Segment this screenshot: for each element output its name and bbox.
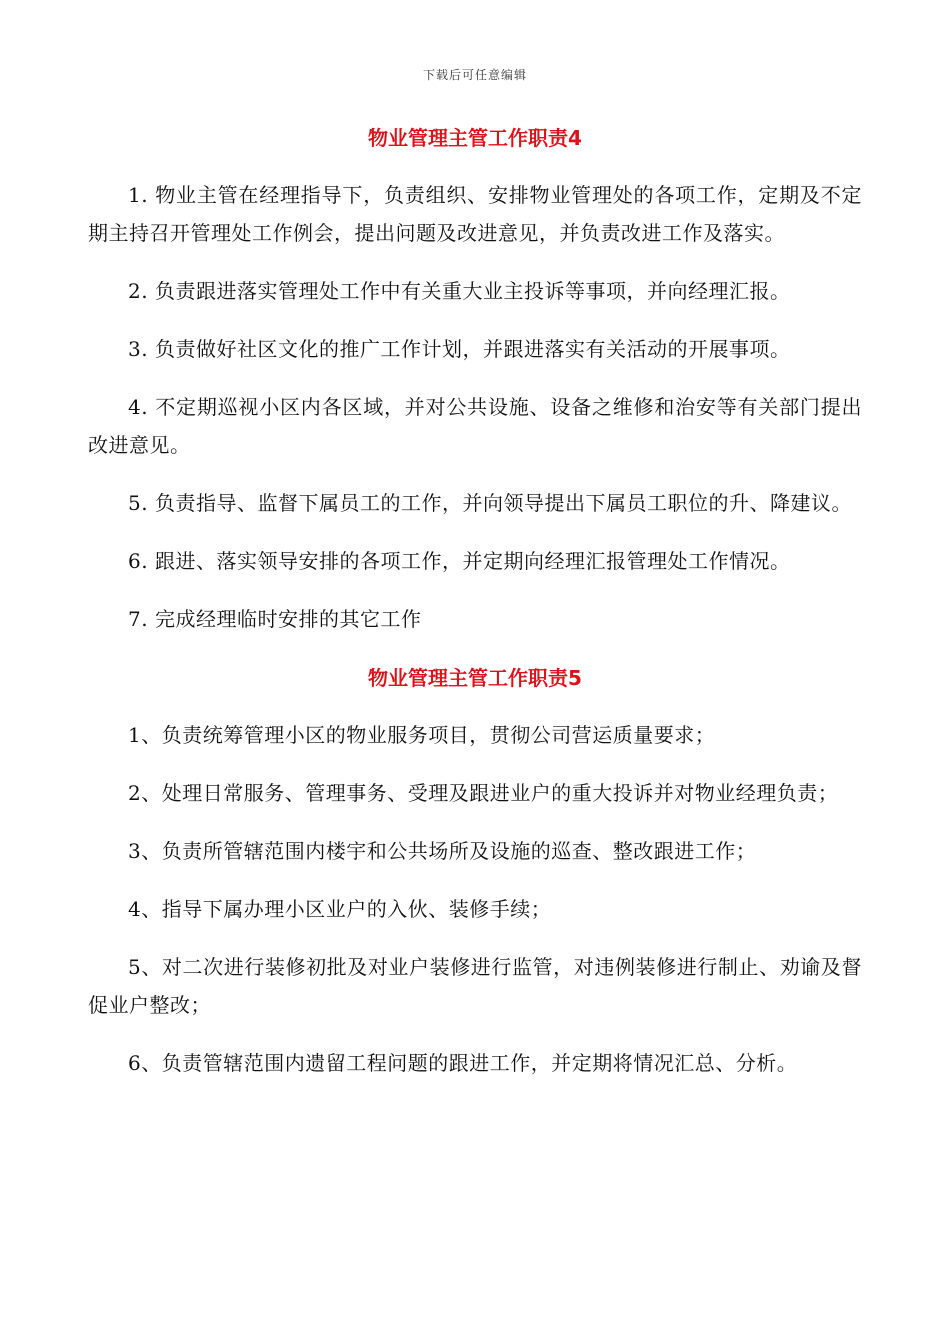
duty-item: 4. 不定期巡视小区内各区域，并对公共设施、设备之维修和治安等有关部门提出改进意见。 bbox=[88, 395, 862, 457]
duty-item: 5. 负责指导、监督下属员工的工作，并向领导提出下属员工职位的升、降建议。 bbox=[128, 491, 852, 515]
duty-item: 6. 跟进、落实领导安排的各项工作，并定期向经理汇报管理处工作情况。 bbox=[128, 549, 791, 573]
duty-item: 4、指导下属办理小区业户的入伙、装修手续； bbox=[128, 897, 552, 921]
duty-item: 1. 物业主管在经理指导下，负责组织、安排物业管理处的各项工作，定期及不定期主持召开管理处工作例会，提出问题及改进意见，并负责改进工作及落实。 bbox=[88, 183, 862, 245]
duty-item: 1、负责统筹管理小区的物业服务项目，贯彻公司营运质量要求； bbox=[128, 723, 716, 747]
section-title-5: 物业管理主管工作职责5 bbox=[368, 666, 582, 690]
duty-item: 2、处理日常服务、管理事务、受理及跟进业户的重大投诉并对物业经理负责； bbox=[128, 781, 839, 805]
duty-item: 2. 负责跟进落实管理处工作中有关重大业主投诉等事项，并向经理汇报。 bbox=[128, 279, 791, 303]
section-title-4: 物业管理主管工作职责4 bbox=[368, 126, 582, 150]
header-note: 下载后可任意编辑 bbox=[422, 68, 527, 82]
duty-item: 7. 完成经理临时安排的其它工作 bbox=[128, 607, 422, 631]
duty-item: 3、负责所管辖范围内楼宇和公共场所及设施的巡查、整改跟进工作； bbox=[128, 839, 757, 863]
duty-item: 3. 负责做好社区文化的推广工作计划，并跟进落实有关活动的开展事项。 bbox=[128, 337, 791, 361]
document-content bbox=[88, 118, 862, 1082]
duty-item: 5、对二次进行装修初批及对业户装修进行监管，对违例装修进行制止、劝谕及督促业户整改； bbox=[88, 955, 862, 1017]
duty-item: 6、负责管辖范围内遗留工程问题的跟进工作，并定期将情况汇总、分析。 bbox=[128, 1051, 798, 1075]
